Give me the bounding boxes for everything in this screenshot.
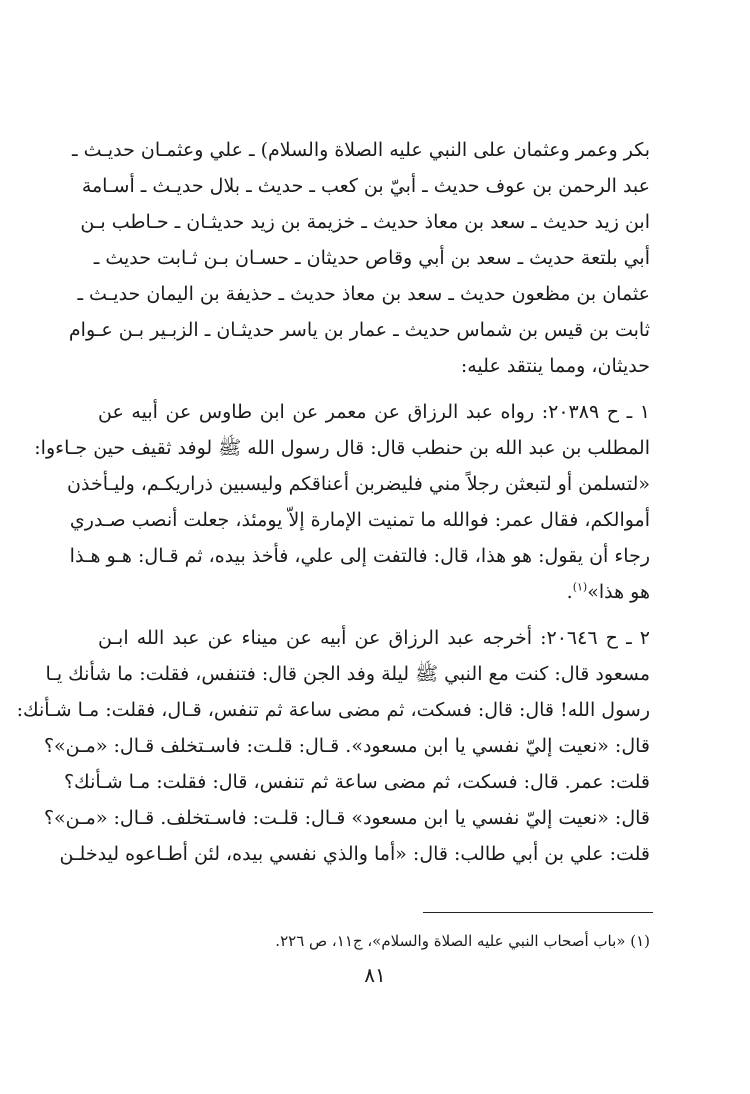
body-line: حديثان، ومما ينتقد عليه: (460, 355, 650, 377)
body-line: قلت: عمر. قال: فسكت، ثم مضى ساعة ثم تنفس، قال: فقلت: مـا شـأنك؟ (63, 771, 650, 793)
page-number: ٨١ (364, 963, 386, 987)
body-line: ابن زيد حديث ـ سعد بن معاذ حديث ـ خزيمة بن زيد حديثـان ـ حـاطب بـن (80, 211, 650, 233)
body-line: بكر وعمر وعثمان على النبي عليه الصلاة والسلام) ـ علي وعثمـان حديـث ـ (72, 139, 650, 161)
body-line: المطلب بن عبد الله بن حنطب قال: قال رسول الله ﷺ لوفد ثقيف حين جـاءوا: (34, 437, 650, 459)
body-line: عثمان بن مظعون حديث ـ سعد بن معاذ حديث ـ حذيفة بن اليمان حديـث ـ (77, 283, 650, 305)
body-line: قال: «نعيت إليّ نفسي يا ابن مسعود». قـال: قلـت: فاسـتخلف قـال: «مـن»؟ (43, 735, 650, 757)
body-line: ١ ـ ح ٢٠٣٨٩: رواه عبد الرزاق عن معمر عن ابن طاوس عن أبيه عن (98, 401, 650, 423)
footnote-marker: (١) (572, 580, 588, 594)
body-line: «لتسلمن أو لتبعثن رجلاً مني فليضربن أعناقكم وليسبين ذراريكـم، وليـأخذن (67, 473, 650, 495)
body-line: قلت: علي بن أبي طالب: قال: «أما والذي نفسي بيده، لئن أطـاعوه ليدخلـن (59, 843, 650, 865)
body-line-text: هو هذا» (587, 581, 650, 603)
body-line: رسول الله! قال: قال: فسكت، ثم مضى ساعة ثم تنفس، قـال، فقلت: مـا شـأنك: (16, 699, 650, 721)
body-line: ٢ ـ ح ٢٠٦٤٦: أخرجه عبد الرزاق عن أبيه عن ميناء عن عبد الله ابـن (98, 627, 650, 649)
body-line: أبي بلتعة حديث ـ سعد بن أبي وقاص حديثان ـ حسـان بـن ثـابت حديث ـ (93, 247, 650, 269)
body-line: قال: «نعيت إليّ نفسي يا ابن مسعود» قـال: قلـت: فاسـتخلف. قـال: «مـن»؟ (43, 807, 650, 829)
footnote-divider (423, 912, 653, 913)
body-line: أموالكم، فقال عمر: فوالله ما تمنيت الإمارة إلاّ يومئذ، جعلت أنصب صـدري (69, 509, 650, 531)
body-line: هو هذا»$^{(١)}$. (566, 580, 650, 603)
body-line: ثابت بن قيس بن شماس حديث ـ عمار بن ياسر حديثـان ـ الزبـير بـن عـوام (68, 319, 650, 341)
body-line: عبد الرحمن بن عوف حديث ـ أبيّ بن كعب ـ حديث ـ بلال حديـث ـ أسـامة (81, 175, 650, 197)
body-line: رجاء أن يقول: هو هذا، قال: فالتفت إلى علي، فأخذ بيده، ثم قـال: هـو هـذا (69, 545, 650, 567)
footnote: (١) «باب أصحاب النبي عليه الصلاة والسلام»، ج١١، ص ٢٢٦. (275, 932, 650, 950)
body-line: مسعود قال: كنت مع النبي ﷺ ليلة وفد الجن قال: فتنفس، فقلت: ما شأنك يـا (45, 663, 650, 685)
